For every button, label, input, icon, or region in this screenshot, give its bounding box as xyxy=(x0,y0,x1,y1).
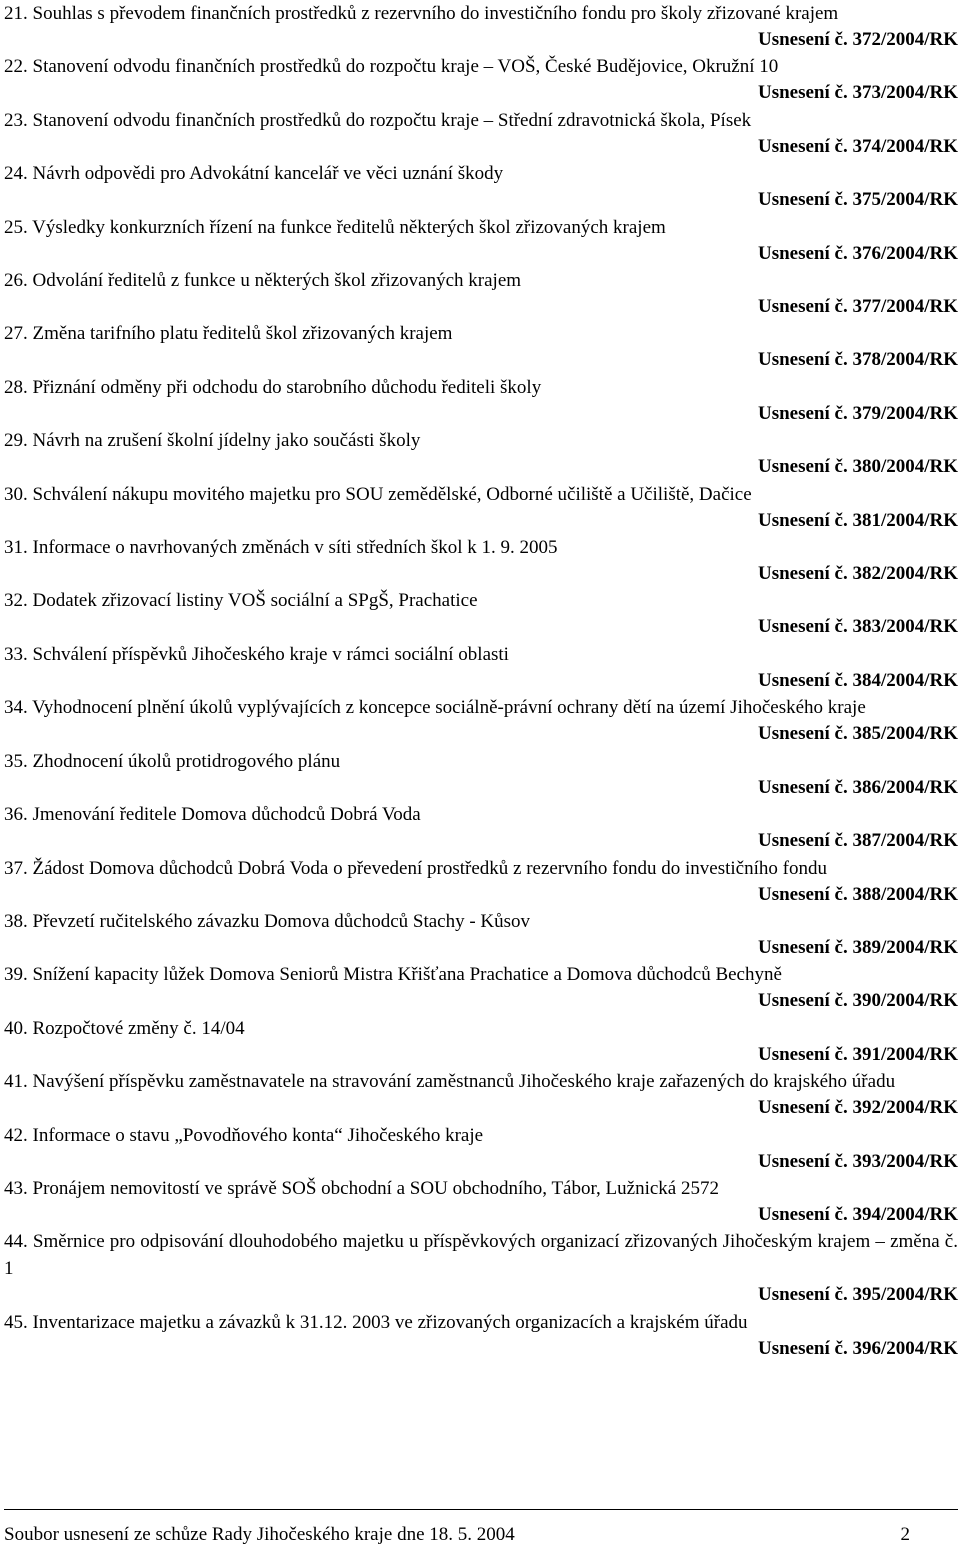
resolution-number: Usnesení č. 396/2004/RK xyxy=(757,1337,958,1359)
item-title: 32. Dodatek zřizovací listiny VOŠ sociální a SPgŠ, Prachatice xyxy=(4,590,478,612)
list-item xyxy=(4,1068,958,1121)
item-title: 22. Stanovení odvodu finančních prostředků do rozpočtu kraje – VOŠ, České Budějovice, Okružní 10 xyxy=(4,56,779,78)
footer-divider xyxy=(4,1509,958,1510)
list-item xyxy=(4,961,958,1014)
list-item xyxy=(4,587,958,640)
item-title: 23. Stanovení odvodu finančních prostředků do rozpočtu kraje – Střední zdravotnická škola, Písek xyxy=(4,109,752,131)
resolution-number: Usnesení č. 382/2004/RK xyxy=(757,563,958,585)
resolution-number: Usnesení č. 392/2004/RK xyxy=(757,1097,958,1119)
item-title: 39. Snížení kapacity lůžek Domova Seniorů Mistra Křišťana Prachatice a Domova důchodců Bechyně xyxy=(4,964,782,986)
item-title: 31. Informace o navrhovaných změnách v síti středních škol k 1. 9. 2005 xyxy=(4,537,558,559)
list-item xyxy=(4,160,958,213)
page-number: 2 xyxy=(900,1524,910,1545)
resolution-number: Usnesení č. 395/2004/RK xyxy=(757,1284,958,1306)
item-title: 43. Pronájem nemovitostí ve správě SOŠ obchodní a SOU obchodního, Tábor, Lužnická 2572 xyxy=(4,1177,719,1199)
item-title: 44. Směrnice pro odpisování dlouhodobého majetku u příspěvkových organizací zřizovaných Jihočeským krajem – změna č. 1 xyxy=(4,1231,958,1280)
resolution-number: Usnesení č. 384/2004/RK xyxy=(757,669,958,691)
list-item xyxy=(4,427,958,480)
resolution-number: Usnesení č. 377/2004/RK xyxy=(757,296,958,318)
resolution-number: Usnesení č. 391/2004/RK xyxy=(757,1043,958,1065)
list-item xyxy=(4,908,958,961)
item-title: 36. Jmenování ředitele Domova důchodců Dobrá Voda xyxy=(4,804,421,826)
resolution-number: Usnesení č. 375/2004/RK xyxy=(757,189,958,211)
item-title: 30. Schválení nákupu movitého majetku pro SOU zemědělské, Odborné učiliště a Učiliště, Dačice xyxy=(4,483,752,505)
list-item xyxy=(4,1175,958,1228)
document-page xyxy=(4,0,958,1550)
resolution-number: Usnesení č. 388/2004/RK xyxy=(757,883,958,905)
list-item xyxy=(4,534,958,587)
resolution-number: Usnesení č. 389/2004/RK xyxy=(757,936,958,958)
resolution-number: Usnesení č. 376/2004/RK xyxy=(757,242,958,264)
item-title: 29. Návrh na zrušení školní jídelny jako součásti školy xyxy=(4,430,421,452)
item-title: 38. Převzetí ručitelského závazku Domova důchodců Stachy - Kůsov xyxy=(4,910,531,932)
list-item xyxy=(4,748,958,801)
item-title: 26. Odvolání ředitelů z funkce u některých škol zřizovaných krajem xyxy=(4,270,522,292)
list-item xyxy=(4,481,958,534)
item-title: 28. Přiznání odměny při odchodu do starobního důchodu řediteli školy xyxy=(4,376,542,398)
item-title: 42. Informace o stavu „Povodňového konta“ Jihočeského kraje xyxy=(4,1124,484,1146)
resolution-number: Usnesení č. 385/2004/RK xyxy=(757,723,958,745)
footer-text: Soubor usnesení ze schůze Rady Jihočeského kraje dne 18. 5. 2004 xyxy=(4,1524,515,1545)
resolution-number: Usnesení č. 394/2004/RK xyxy=(757,1203,958,1225)
list-item xyxy=(4,1015,958,1068)
item-title: 34. Vyhodnocení plnění úkolů vyplývajících z koncepce sociálně-právní ochrany dětí na území Jihočeského kraje xyxy=(4,697,866,719)
list-item xyxy=(4,641,958,694)
resolution-list xyxy=(4,0,958,1362)
item-title: 25. Výsledky konkurzních řízení na funkce ředitelů některých škol zřizovaných krajem xyxy=(4,216,666,238)
list-item xyxy=(4,320,958,373)
resolution-number: Usnesení č. 379/2004/RK xyxy=(757,402,958,424)
item-title: 27. Změna tarifního platu ředitelů škol zřizovaných krajem xyxy=(4,323,453,345)
list-item xyxy=(4,107,958,160)
item-title: 40. Rozpočtové změny č. 14/04 xyxy=(4,1017,245,1039)
resolution-number: Usnesení č. 393/2004/RK xyxy=(757,1150,958,1172)
list-item xyxy=(4,267,958,320)
resolution-number: Usnesení č. 387/2004/RK xyxy=(757,830,958,852)
resolution-number: Usnesení č. 381/2004/RK xyxy=(757,509,958,531)
resolution-number: Usnesení č. 386/2004/RK xyxy=(757,776,958,798)
list-item xyxy=(4,1309,958,1362)
list-item xyxy=(4,1228,958,1308)
resolution-number: Usnesení č. 372/2004/RK xyxy=(757,29,958,50)
item-title: 41. Navýšení příspěvku zaměstnavatele na stravování zaměstnanců Jihočeského kraje zařazených do krajského úřadu xyxy=(4,1071,896,1093)
resolution-number: Usnesení č. 373/2004/RK xyxy=(757,82,958,104)
list-item xyxy=(4,1122,958,1175)
page-footer xyxy=(4,1522,958,1548)
list-item xyxy=(4,855,958,908)
list-item xyxy=(4,694,958,747)
item-title: 35. Zhodnocení úkolů protidrogového plánu xyxy=(4,750,341,772)
item-title: 45. Inventarizace majetku a závazků k 31.12. 2003 ve zřizovaných organizacích a krajském úřadu xyxy=(4,1311,748,1333)
resolution-number: Usnesení č. 383/2004/RK xyxy=(757,616,958,638)
list-item xyxy=(4,374,958,427)
item-title: 33. Schválení příspěvků Jihočeského kraje v rámci sociální oblasti xyxy=(4,643,509,665)
resolution-number: Usnesení č. 378/2004/RK xyxy=(757,349,958,371)
list-item xyxy=(4,801,958,854)
list-item xyxy=(4,214,958,267)
resolution-number: Usnesení č. 380/2004/RK xyxy=(757,456,958,478)
item-title: 37. Žádost Domova důchodců Dobrá Voda o převedení prostředků z rezervního fondu do investičního fondu xyxy=(4,857,827,879)
resolution-number: Usnesení č. 374/2004/RK xyxy=(757,135,958,157)
item-title: 24. Návrh odpovědi pro Advokátní kancelář ve věci uznání škody xyxy=(4,163,504,185)
item-title: 21. Souhlas s převodem finančních prostředků z rezervního do investičního fondu pro školy zřizované krajem xyxy=(4,3,839,24)
list-item xyxy=(4,53,958,106)
resolution-number: Usnesení č. 390/2004/RK xyxy=(757,990,958,1012)
list-item xyxy=(4,0,958,53)
